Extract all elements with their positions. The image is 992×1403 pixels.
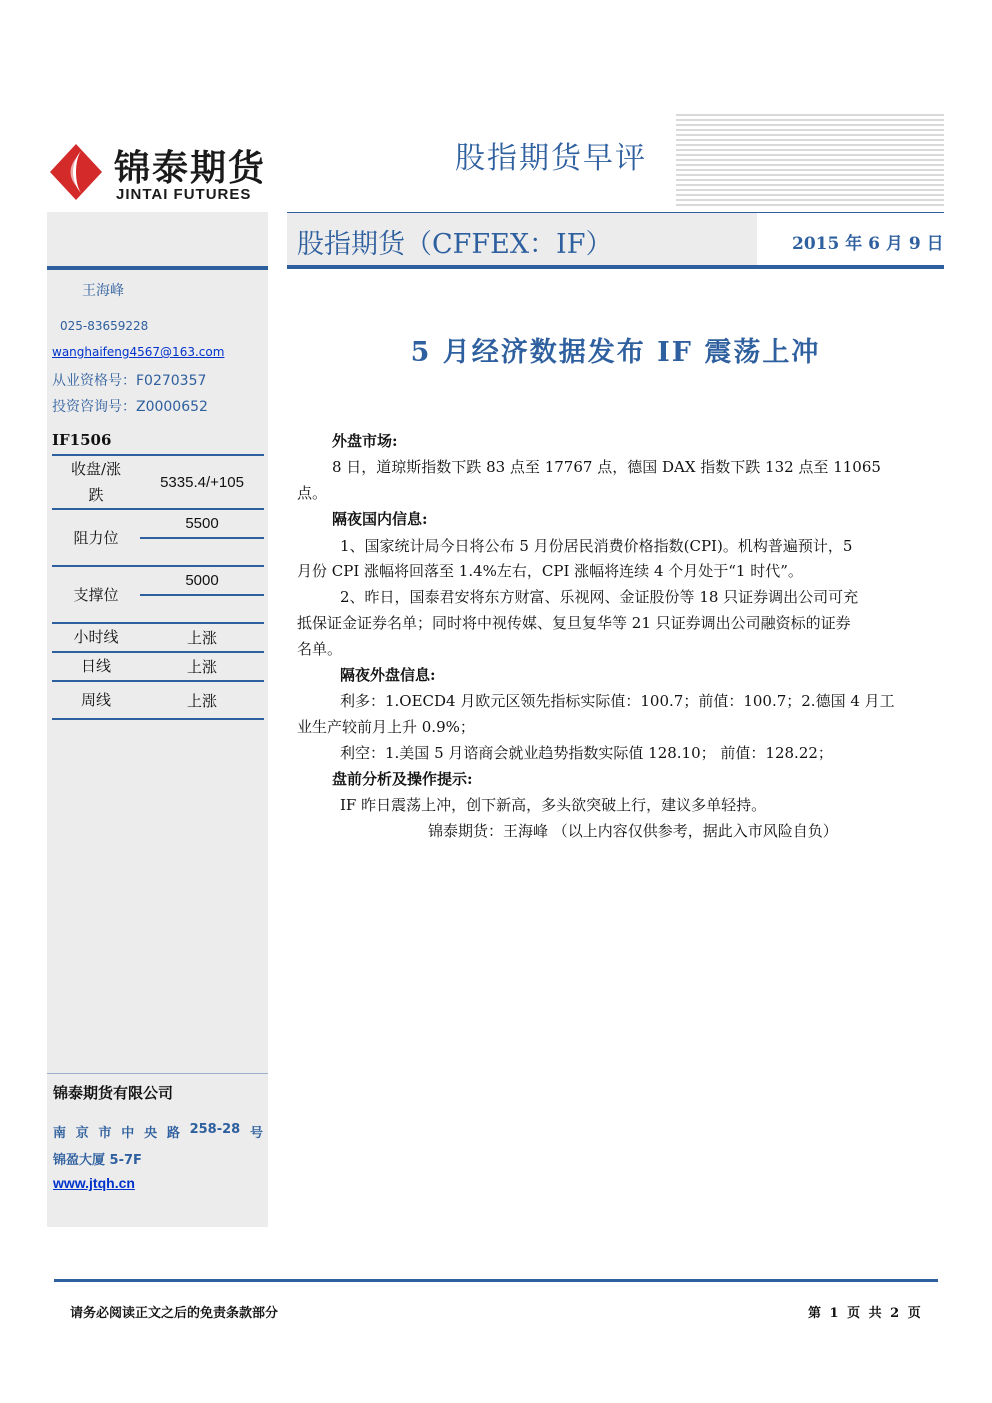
support-value: 5000 xyxy=(185,572,219,589)
body-text: 2、昨日，国泰君安将东方财富、乐视网、金证股份等 18 只证券调出公司可充 xyxy=(340,588,859,606)
company-address xyxy=(53,1122,263,1141)
address-part: 258-28 xyxy=(189,1122,241,1137)
table-line xyxy=(52,718,264,720)
header-bottom-line xyxy=(287,265,944,269)
address-part: 中 xyxy=(121,1126,135,1141)
close-change-label-2: 跌 xyxy=(88,486,104,504)
headline: 5 月经济数据发布 IF 震荡上冲 xyxy=(410,337,821,368)
analyst-email-link[interactable]: wanghaifeng4567@163.com xyxy=(52,345,225,359)
company-website-link[interactable]: www.jtqh.cn xyxy=(53,1175,135,1191)
address-part: 京 xyxy=(75,1126,89,1141)
close-change-label-1: 收盘/涨 xyxy=(70,460,122,478)
resistance-value: 5500 xyxy=(185,515,219,532)
section-title-foreign-info: 隔夜外盘信息: xyxy=(340,666,436,684)
company-divider xyxy=(47,1073,268,1074)
company-name: 锦泰期货有限公司 xyxy=(53,1084,174,1102)
resistance-label: 阻力位 xyxy=(73,529,119,547)
close-change-value: 5335.4/+105 xyxy=(160,474,244,491)
section-title-analysis: 盘前分析及操作提示: xyxy=(332,770,473,788)
address-part: 南 xyxy=(53,1126,67,1141)
address-part: 央 xyxy=(144,1126,158,1141)
table-row-label xyxy=(52,456,140,508)
body-text: 抵保证金证券名单；同时将中视传媒、复旦复华等 21 只证券调出公司融资标的证券 xyxy=(297,614,851,632)
analyst-advisory: 投资咨询号：Z0000652 xyxy=(52,399,208,415)
author-disclaimer: 锦泰期货：王海峰 （以上内容仅供参考，据此入市风险自负） xyxy=(428,822,838,840)
company-logo xyxy=(48,140,278,210)
body-text: 业生产较前月上升 0.9%； xyxy=(297,718,475,736)
footer-disclaimer: 请务必阅读正文之后的免责条款部分 xyxy=(70,1306,279,1321)
address-part: 号 xyxy=(249,1126,263,1141)
page-number: 第 1 页 共 2 页 xyxy=(808,1306,921,1321)
body-text: 点。 xyxy=(297,484,328,502)
body-text: 1、国家统计局今日将公布 5 月份居民消费价格指数(CPI)。机构普遍预计，5 xyxy=(340,537,853,555)
address-part: 市 xyxy=(98,1126,112,1141)
report-type: 股指期货早评 xyxy=(455,141,647,176)
decorative-stripes xyxy=(676,114,944,206)
table-line xyxy=(140,594,264,596)
table-line xyxy=(140,537,264,539)
address-part: 路 xyxy=(166,1126,180,1141)
support-label: 支撑位 xyxy=(73,586,119,604)
body-text: 名单。 xyxy=(297,640,343,658)
body-text: 利多：1.OECD4 月欧元区领先指标实际值：100.7；前值：100.7；2.德国 4 月工 xyxy=(340,692,895,710)
weekly-value: 上涨 xyxy=(186,692,217,710)
hourly-value: 上涨 xyxy=(186,629,217,647)
section-title-overseas-market: 外盘市场: xyxy=(332,432,398,450)
daily-value: 上涨 xyxy=(186,658,217,676)
header-title: 股指期货（CFFEX：IF） xyxy=(297,229,613,260)
body-text: 8 日，道琼斯指数下跌 83 点至 17767 点，德国 DAX 指数下跌 132 点至 11065 xyxy=(332,458,881,476)
analyst-name: 王海峰 xyxy=(82,283,124,299)
body-text: IF 昨日震荡上冲，创下新高，多头欲突破上行，建议多单轻持。 xyxy=(340,796,767,814)
table-line xyxy=(52,508,264,510)
section-title-domestic-info: 隔夜国内信息: xyxy=(332,510,428,528)
table-line xyxy=(52,565,264,567)
logo-name-cn: 锦泰期货 xyxy=(114,148,267,189)
diamond-logo-icon xyxy=(48,142,104,202)
analyst-qualification: 从业资格号：F0270357 xyxy=(52,373,207,389)
body-text: 月份 CPI 涨幅将回落至 1.4%左右，CPI 涨幅将连续 4 个月处于“1 时代”。 xyxy=(297,562,803,580)
analyst-phone: 025-83659228 xyxy=(60,319,149,333)
body-text: 利空：1.美国 5 月谘商会就业趋势指数实际值 128.10； 前值：128.22； xyxy=(340,744,833,762)
logo-name-en: JINTAI FUTURES xyxy=(116,186,252,203)
table-line xyxy=(52,680,264,682)
footer-line xyxy=(54,1279,938,1282)
contract-code: IF1506 xyxy=(52,431,112,449)
weekly-label: 周线 xyxy=(80,691,111,709)
daily-label: 日线 xyxy=(80,657,111,675)
company-address-line2: 锦盈大厦 5-7F xyxy=(53,1153,142,1168)
sidebar-divider xyxy=(47,266,268,270)
report-date: 2015 年 6 月 9 日 xyxy=(792,234,944,254)
hourly-label: 小时线 xyxy=(73,628,119,646)
